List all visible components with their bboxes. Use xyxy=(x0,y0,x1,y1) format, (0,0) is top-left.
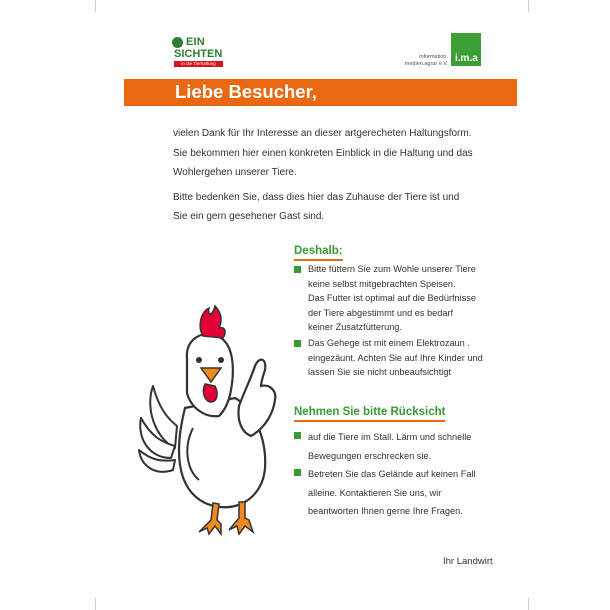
chicken-comb xyxy=(200,306,225,338)
logo-circle-icon xyxy=(172,37,183,48)
page-title: Liebe Besucher, xyxy=(175,81,317,102)
section-title-deshalb: Deshalb: xyxy=(294,245,343,261)
intro-line: Wohlergehen unserer Tiere. xyxy=(173,167,297,178)
ima-logo-mark: i.m.a xyxy=(455,53,478,64)
bullet-line: lassen Sie sie nicht unbeaufsichtigt xyxy=(308,367,452,378)
einsichten-logo xyxy=(172,36,228,70)
crop-mark-bottom-right xyxy=(528,598,539,610)
chicken-wattle xyxy=(203,384,217,402)
bullet-line: auf die Tiere im Stall. Lärm und schnelle xyxy=(308,432,472,442)
signature: Ihr Landwirt xyxy=(443,556,493,567)
bullet-item xyxy=(294,428,514,465)
bullet-line: Bewegungen erschrecken sie. xyxy=(308,450,432,461)
bullet-line: Das Futter ist optimal auf die Bedürfnisse xyxy=(308,293,477,304)
ima-text-line2: medien.agrar e.V. xyxy=(404,60,448,67)
logo-tagline: in die Tierhaltung xyxy=(174,61,223,67)
ima-text-line1: information. xyxy=(419,54,448,60)
crop-mark-top-right xyxy=(528,0,539,12)
intro-line: Sie bekommen hier einen konkreten Einblick in die Haltung und das xyxy=(173,147,473,159)
intro-line: Bitte bedenken Sie, dass dies hier das Zuhause der Tiere ist und xyxy=(173,191,460,203)
bullet-line: beantworten Ihnen gerne Ihre Fragen. xyxy=(308,506,463,516)
bullet-line: eingezäunt. Achten Sie auf Ihre Kinder und xyxy=(308,352,483,363)
crop-mark-bottom-left xyxy=(95,598,106,610)
bullet-line: Das Gehege ist mit einem Elektrozaun . xyxy=(308,338,470,348)
bullet-line: der Tiere abgestimmt und es bedarf xyxy=(308,307,454,318)
intro-text xyxy=(173,124,513,227)
bullet-line: Bitte füttern Sie zum Wohle unserer Tiere xyxy=(308,264,476,274)
title-banner xyxy=(124,79,517,106)
chicken-wing-raised xyxy=(239,360,276,436)
crop-mark-top-left xyxy=(95,0,106,12)
bullet-item xyxy=(294,262,514,335)
ima-logo xyxy=(451,33,481,66)
bullet-line: Betreten Sie das Gelände auf keinen Fall xyxy=(308,469,476,479)
bullet-line: keine selbst mitgebrachten Speisen. xyxy=(308,278,456,289)
bullet-square-icon xyxy=(294,266,301,273)
tail-feathers xyxy=(139,386,177,472)
bullet-line: keiner Zusatzfütterung. xyxy=(308,322,402,333)
intro-line: Sie ein gern gesehener Gast sind. xyxy=(173,211,325,222)
logo-line2: SICHTEN xyxy=(174,48,223,60)
bullet-square-icon xyxy=(294,432,301,439)
chicken-eye-right xyxy=(218,357,224,363)
bullet-square-icon xyxy=(294,469,301,476)
intro-line: vielen Dank für Ihr Interesse an dieser artgerecheten Haltungsform. xyxy=(173,128,472,139)
chicken-eye-left xyxy=(196,357,202,363)
chicken-illustration xyxy=(135,298,285,538)
bullet-line: alleine. Kontaktieren Sie uns, wir xyxy=(308,487,442,498)
bullet-item xyxy=(294,465,514,521)
section-title-ruecksicht: Nehmen Sie bitte Rücksicht xyxy=(294,406,445,422)
bullet-square-icon xyxy=(294,340,301,347)
ima-logo-text xyxy=(396,54,448,67)
logo-line1: EIN xyxy=(186,36,205,48)
bullet-item xyxy=(294,336,514,380)
